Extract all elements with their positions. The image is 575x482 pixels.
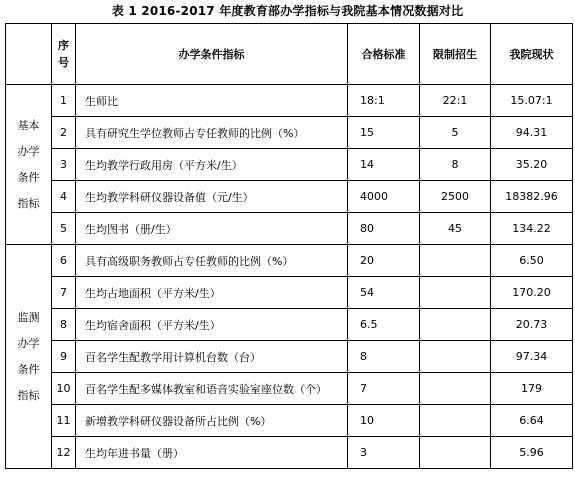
row-limit: 2500 (420, 181, 491, 213)
header-seq-bottom: 号 (58, 56, 69, 69)
row-number: 7 (52, 277, 76, 309)
row-indicator: 具有高级职务教师占专任教师的比例（%） (76, 245, 348, 277)
row-indicator: 生师比 (76, 85, 348, 117)
row-number: 1 (52, 85, 76, 117)
comparison-table (5, 23, 573, 469)
row-number: 6 (52, 245, 76, 277)
row-standard: 80 (348, 213, 420, 245)
row-number: 8 (52, 309, 76, 341)
row-limit (420, 277, 491, 309)
row-number: 3 (52, 149, 76, 181)
row-standard: 14 (348, 149, 420, 181)
table-row (6, 117, 573, 149)
row-indicator: 生均年进书量（册） (76, 437, 348, 469)
row-current: 18382.96 (491, 181, 573, 213)
row-limit (420, 309, 491, 341)
row-standard: 10 (348, 405, 420, 437)
row-indicator: 生均教学科研仪器设备值（元/生） (76, 181, 348, 213)
row-standard: 20 (348, 245, 420, 277)
row-limit: 22:1 (420, 85, 491, 117)
row-number: 4 (52, 181, 76, 213)
row-number: 9 (52, 341, 76, 373)
row-limit (420, 405, 491, 437)
row-limit: 45 (420, 213, 491, 245)
row-indicator: 生均占地面积（平方米/生） (76, 277, 348, 309)
row-standard: 7 (348, 373, 420, 405)
row-limit (420, 341, 491, 373)
table-row (6, 437, 573, 469)
table-row (6, 149, 573, 181)
header-seq (52, 24, 76, 85)
row-number: 10 (52, 373, 76, 405)
table-caption: 表 1 2016-2017 年度教育部办学指标与我院基本情况数据对比 (111, 4, 464, 18)
group-basic-line: 办学 (17, 144, 40, 158)
row-limit (420, 245, 491, 277)
row-standard: 4000 (348, 181, 420, 213)
header-corner (6, 24, 52, 85)
row-standard: 6.5 (348, 309, 420, 341)
row-current: 6.64 (491, 405, 573, 437)
row-indicator: 生均图书（册/生） (76, 213, 348, 245)
header-indicator: 办学条件指标 (76, 24, 348, 85)
row-limit (420, 373, 491, 405)
row-number: 12 (52, 437, 76, 469)
table-row (6, 405, 573, 437)
table-row (6, 373, 573, 405)
header-limit: 限制招生 (420, 24, 491, 85)
row-standard: 3 (348, 437, 420, 469)
table-row (6, 213, 573, 245)
header-seq-top: 序 (58, 39, 69, 52)
row-standard: 15 (348, 117, 420, 149)
row-number: 5 (52, 213, 76, 245)
group-basic-line: 指标 (17, 196, 40, 210)
row-current: 35.20 (491, 149, 573, 181)
row-indicator: 生均教学行政用房（平方米/生） (76, 149, 348, 181)
row-indicator: 新增教学科研仪器设备所占比例（%） (76, 405, 348, 437)
row-number: 11 (52, 405, 76, 437)
table-row (6, 277, 573, 309)
group-monitor-line: 监测 (17, 310, 40, 324)
group-basic (6, 85, 52, 245)
row-standard: 18:1 (348, 85, 420, 117)
table-row (6, 85, 573, 117)
row-indicator: 生均宿舍面积（平方米/生） (76, 309, 348, 341)
table-row (6, 181, 573, 213)
row-current: 20.73 (491, 309, 573, 341)
row-current: 94.31 (491, 117, 573, 149)
table-row (6, 309, 573, 341)
row-limit: 5 (420, 117, 491, 149)
row-indicator: 具有研究生学位教师占专任教师的比例（%） (76, 117, 348, 149)
row-indicator: 百名学生配多媒体教室和语音实验室座位数（个） (76, 373, 348, 405)
group-basic-line: 条件 (17, 170, 40, 184)
row-current: 134.22 (491, 213, 573, 245)
header-standard: 合格标准 (348, 24, 420, 85)
row-current: 170.20 (491, 277, 573, 309)
group-monitor (6, 245, 52, 469)
row-number: 2 (52, 117, 76, 149)
row-limit: 8 (420, 149, 491, 181)
header-current: 我院现状 (491, 24, 573, 85)
row-current: 6.50 (491, 245, 573, 277)
row-indicator: 百名学生配教学用计算机台数（台） (76, 341, 348, 373)
group-monitor-line: 办学 (17, 336, 40, 350)
row-current: 179 (491, 373, 573, 405)
row-standard: 54 (348, 277, 420, 309)
group-basic-line: 基本 (17, 118, 40, 132)
group-monitor-line: 指标 (17, 388, 40, 402)
group-monitor-line: 条件 (17, 362, 40, 376)
row-current: 97.34 (491, 341, 573, 373)
row-standard: 8 (348, 341, 420, 373)
row-current: 15.07:1 (491, 85, 573, 117)
table-row (6, 245, 573, 277)
row-current: 5.96 (491, 437, 573, 469)
header-row (6, 24, 573, 85)
row-limit (420, 437, 491, 469)
table-row (6, 341, 573, 373)
